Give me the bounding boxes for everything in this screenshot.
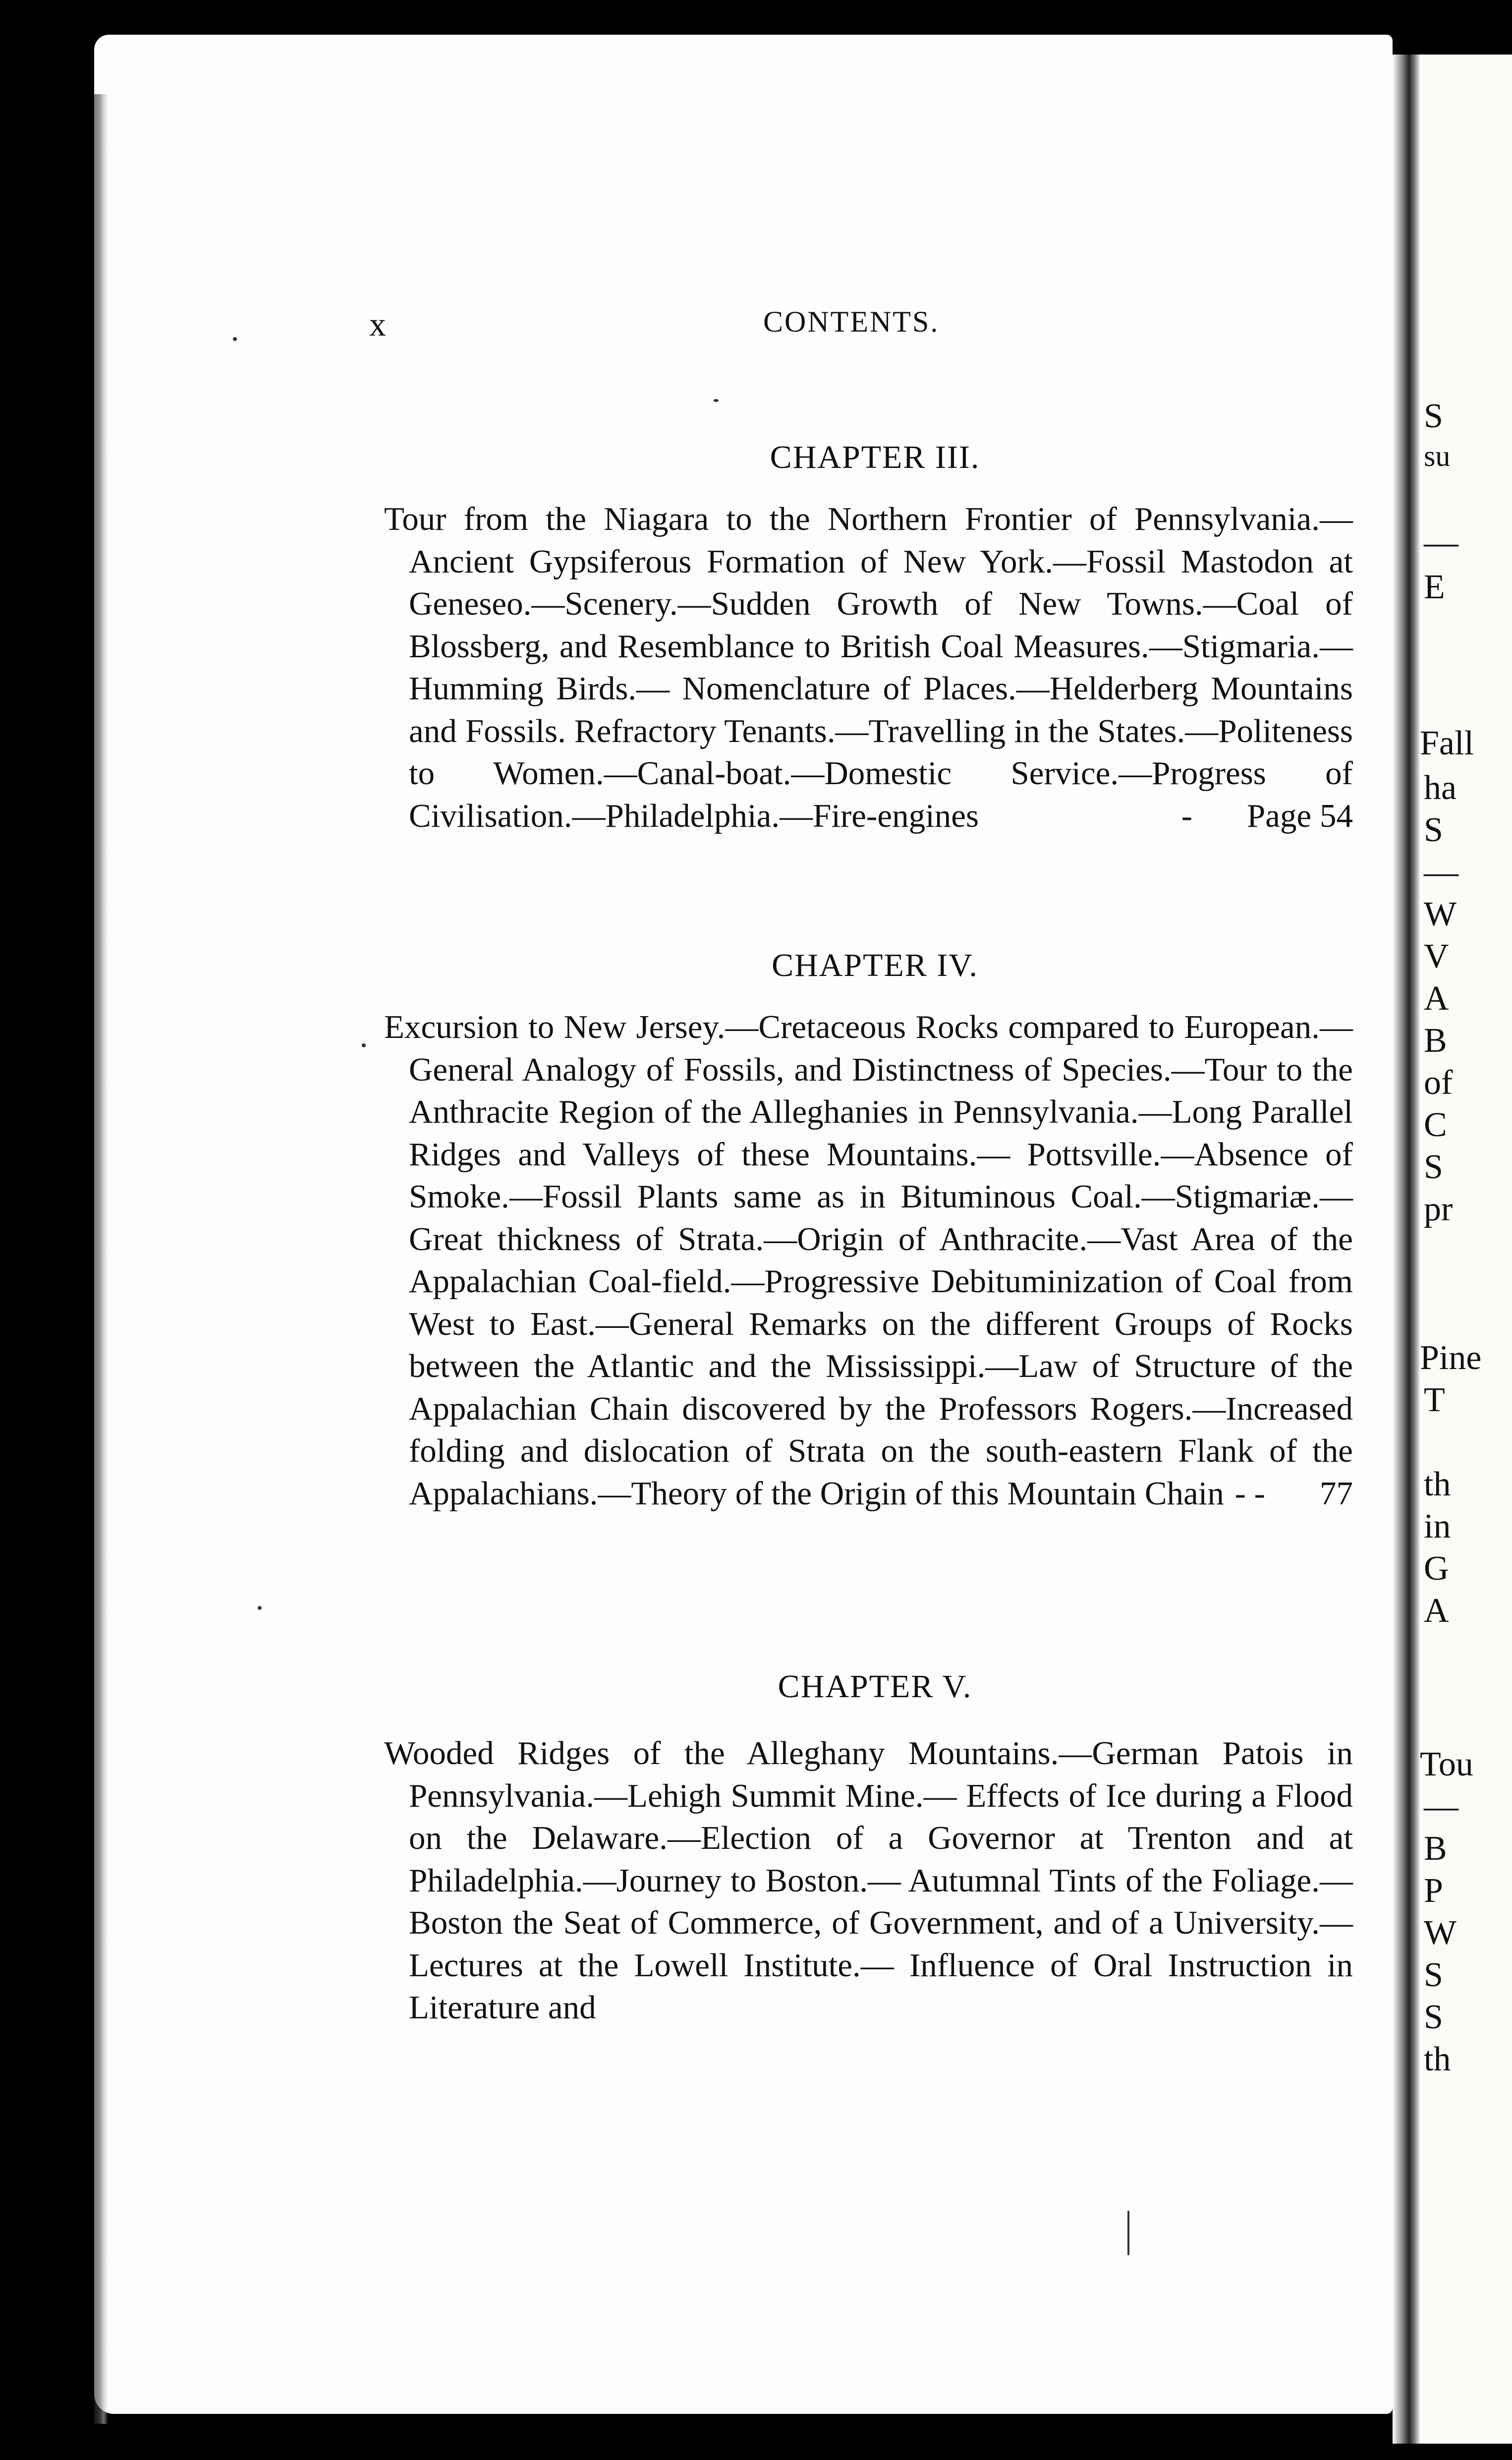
facing-page-fragment: V: [1424, 937, 1449, 975]
leader-dash: -: [1181, 797, 1192, 834]
facing-page-fragment: —: [1424, 523, 1458, 562]
chapter-heading: [0, 439, 1512, 476]
page-number: 77: [1320, 1475, 1353, 1512]
facing-page-fragment: of: [1424, 1064, 1453, 1102]
leader-dash: - -: [1234, 1475, 1265, 1512]
chapter-heading: [0, 947, 1512, 984]
chapter-heading-text: CHAPTER V.: [778, 1668, 972, 1705]
facing-page-fragment: th: [1424, 1465, 1451, 1503]
page-reference: [1235, 1473, 1353, 1515]
paper-speck: [233, 337, 237, 341]
facing-page-fragment: Tou: [1420, 1745, 1473, 1783]
facing-page-fragment: Fall: [1420, 724, 1474, 762]
facing-page-fragment: G: [1424, 1549, 1449, 1588]
chapter-summary: [384, 1006, 1353, 1515]
chapter-summary-text: Excursion to New Jersey.—Cretaceous Rocks compared to European.—General Analogy of Fossils, and Distinctness of Species.—Tour to the Anthracite Region of the Alleghanies in Pennsylvania.—Long Parallel Ridges and Valleys of these Mountains.— Pottsville.—Absence of Smoke.—Fossil Plants same as in Bituminous Coal.—Stigmariæ.—Great thickness of Strata.—Origin of Anthracite.—Vast Area of the Appalachian Coal-field.—Progressive Debituminization of Coal from West to East.—General Remarks on the different Groups of Rocks between the Atlantic and the Mississippi.—Law of Structure of the Appalachian Chain discovered by the Professors Rogers.—Increased folding and dislocation of Strata on the south-eastern Flank of the Appalachians.—Theory of the Origin of this Mountain Chain: [384, 1009, 1353, 1512]
facing-page-fragment: S: [1424, 1998, 1443, 2036]
chapter-summary: [384, 1732, 1353, 2029]
chapter-heading: [0, 1668, 1512, 1706]
facing-page-fragment: pr: [1424, 1190, 1453, 1228]
facing-page-fragment: W: [1424, 1914, 1457, 1952]
facing-page-fragment: B: [1424, 1830, 1447, 1868]
facing-page-fragment: su: [1424, 440, 1451, 472]
facing-page-fragment: A: [1424, 979, 1449, 1018]
chapter-heading-text: CHAPTER IV.: [772, 947, 978, 983]
chapter-summary-text: Wooded Ridges of the Alleghany Mountains.—German Patois in Pennsylvania.—Lehigh Summit Mine.— Effects of Ice during a Flood on the Delaware.—Election of a Governor at Trenton and at Philadelphia.—Journey to Boston.— Autumnal Tints of the Foliage.—Boston the Seat of Commerce, of Government, and of a University.— Lectures at the Lowell Institute.— Influence of Oral Instruction in Literature and: [384, 1735, 1353, 2026]
facing-page-fragment: S: [1424, 397, 1443, 435]
chapter-summary-text: Tour from the Niagara to the Northern Frontier of Pennsylvania.—Ancient Gypsiferous Formation of New York.—Fossil Mastodon at Geneseo.—Scenery.—Sudden Growth of New Towns.—Coal of Blossberg, and Resemblance to British Coal Measures.—Stigmaria.— Humming Birds.— Nomenclature of Places.—Helderberg Mountains and Fossils. Refractory Tenants.—Travelling in the States.—Politeness to Women.—Canal-boat.—Domestic Service.—Progress of Civilisation.—Philadelphia.—Fire-engines: [384, 501, 1353, 834]
facing-page-fragment: T: [1424, 1381, 1445, 1419]
facing-page-fragment: W: [1424, 895, 1457, 933]
page-reference: [1181, 795, 1353, 838]
facing-page-fragment: A: [1424, 1592, 1449, 1630]
page-number: Page 54: [1247, 797, 1353, 834]
facing-page-fragment: C: [1424, 1106, 1447, 1144]
facing-page-fragment: P: [1424, 1872, 1443, 1910]
facing-page-fragment: B: [1424, 1022, 1447, 1060]
facing-page-fragment: S: [1424, 1956, 1443, 1994]
paper-speck: [362, 1043, 366, 1047]
facing-page-fragment: E: [1424, 568, 1445, 606]
facing-page-fragment: th: [1424, 2040, 1451, 2078]
paper-speck: [258, 1606, 262, 1610]
chapter-heading-text: CHAPTER III.: [770, 439, 980, 475]
facing-page-fragment: —: [1424, 853, 1458, 891]
facing-page-fragment: S: [1424, 811, 1443, 849]
facing-page-fragment: Pine: [1420, 1339, 1482, 1377]
chapter-summary: [384, 498, 1353, 837]
paper-speck: [714, 399, 719, 402]
facing-page-fragment: S: [1424, 1148, 1443, 1186]
book-gutter: [1393, 55, 1420, 2444]
facing-page-fragment: in: [1424, 1507, 1451, 1545]
folio: x: [369, 305, 388, 343]
facing-page: [1420, 55, 1512, 2444]
paper-mark: [1127, 2211, 1129, 2255]
facing-page-fragment: —: [1424, 1787, 1458, 1826]
running-head-title: CONTENTS.: [763, 305, 940, 338]
facing-page-fragment: ha: [1424, 769, 1457, 807]
